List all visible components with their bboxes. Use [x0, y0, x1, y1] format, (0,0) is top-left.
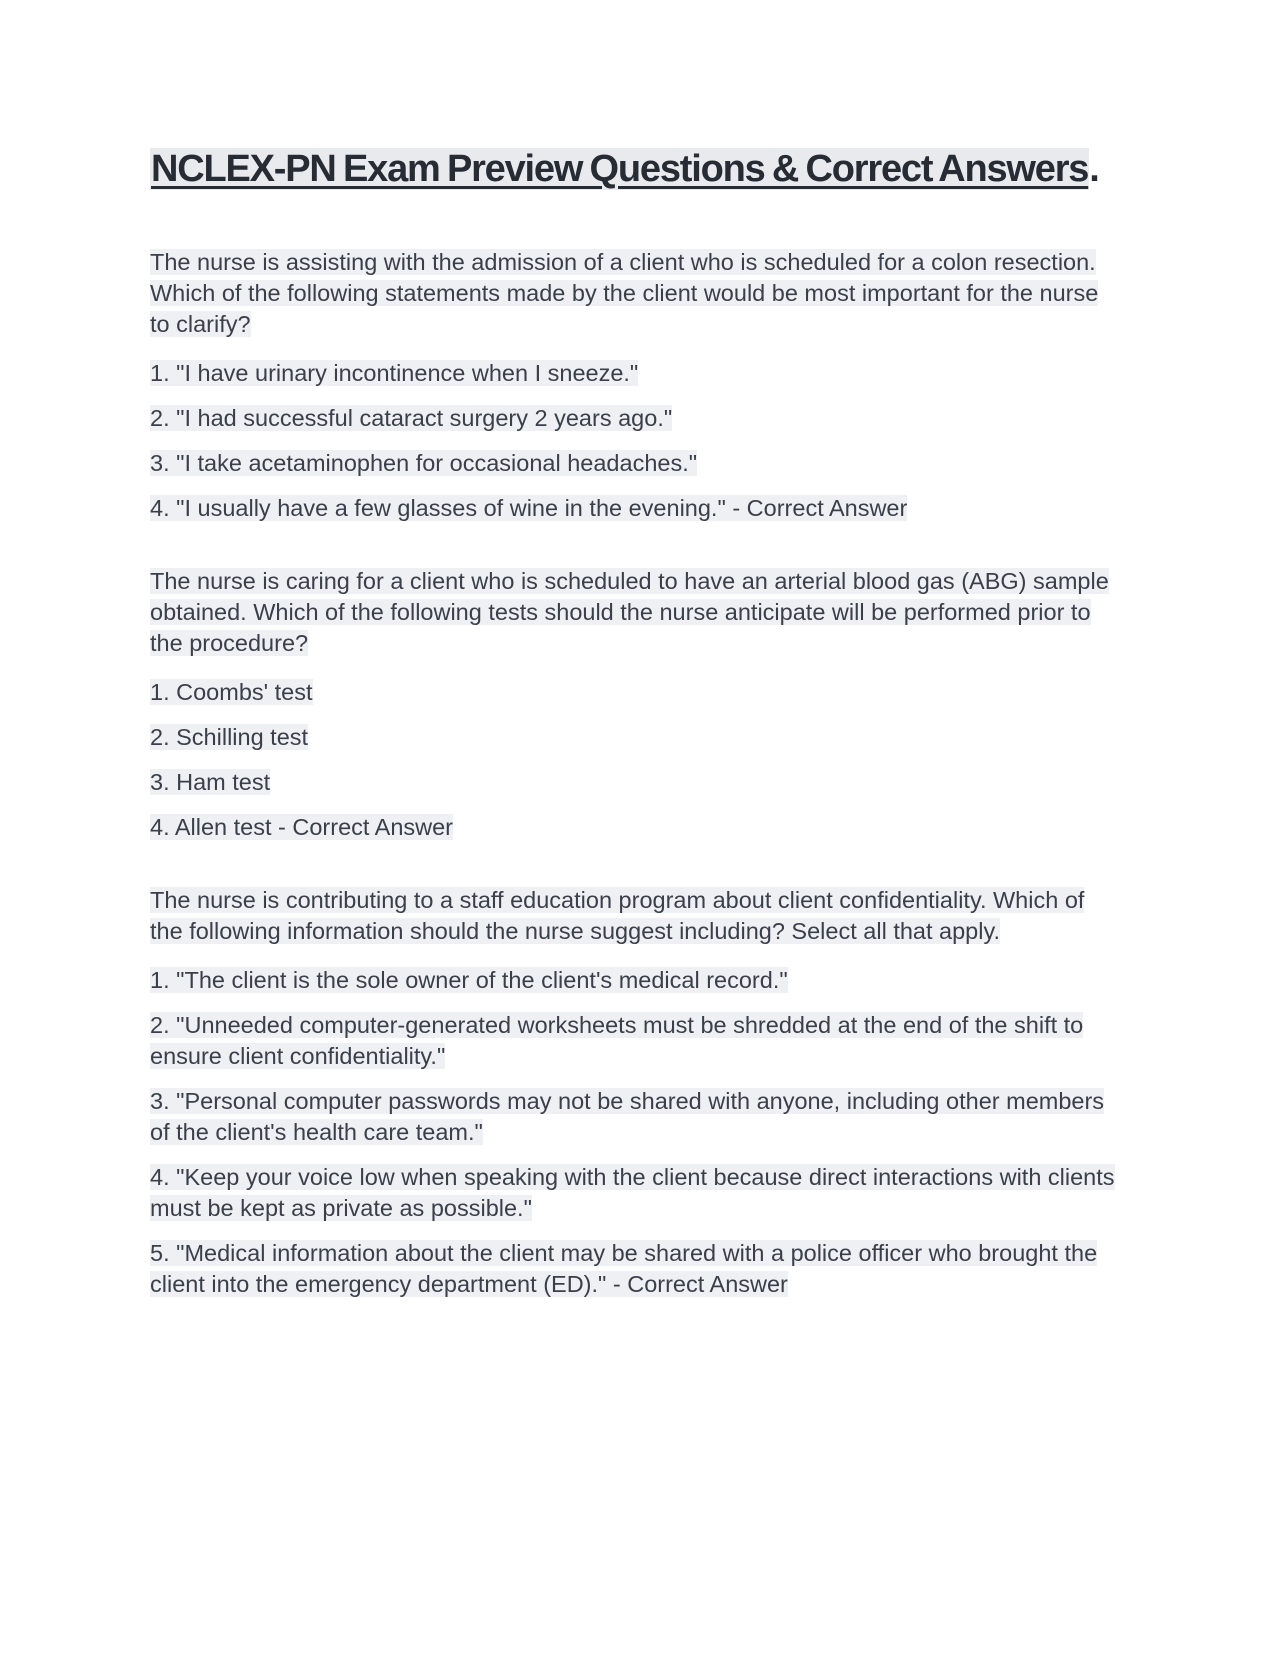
answer-option: 3. "I take acetaminophen for occasional headaches."	[150, 450, 698, 476]
answer-option: 2. "Unneeded computer-generated worksheets must be shredded at the end of the shift to ensure client confidentiality."	[150, 1012, 1084, 1069]
document-page	[150, 140, 1120, 1300]
question-1	[150, 247, 1120, 524]
document-title-period: .	[1089, 148, 1099, 190]
answer-option: 1. Coombs' test	[150, 679, 313, 705]
answer-option: 2. Schilling test	[150, 724, 309, 750]
answer-options	[150, 677, 1120, 843]
answer-option-correct: 4. "I usually have a few glasses of wine in the evening." - Correct Answer	[150, 495, 908, 521]
answer-option-correct: 4. Allen test - Correct Answer	[150, 814, 454, 840]
question-3	[150, 885, 1120, 1300]
answer-option: 4. "Keep your voice low when speaking with the client because direct interactions with clients must be kept as private as possible."	[150, 1164, 1115, 1221]
answer-option: 2. "I had successful cataract surgery 2 years ago."	[150, 405, 673, 431]
question-stem: The nurse is assisting with the admission of a client who is scheduled for a colon resection. Which of the following statements made by the client would be most important for the nurse to clarify?	[150, 249, 1099, 337]
document-title	[150, 140, 1120, 199]
answer-options	[150, 358, 1120, 524]
answer-option: 3. Ham test	[150, 769, 271, 795]
document-title-text: NCLEX-PN Exam Preview Questions & Correct Answers	[151, 148, 1089, 190]
answer-option: 1. "I have urinary incontinence when I sneeze."	[150, 360, 639, 386]
question-stem: The nurse is caring for a client who is scheduled to have an arterial blood gas (ABG) sample obtained. Which of the following tests should the nurse anticipate will be performed prior to the procedure?	[150, 568, 1109, 656]
answer-option: 1. "The client is the sole owner of the client's medical record."	[150, 967, 788, 993]
answer-option-correct: 5. "Medical information about the client may be shared with a police officer who brought the client into the emergency department (ED)." - Correct Answer	[150, 1240, 1098, 1297]
answer-options	[150, 965, 1120, 1300]
question-2	[150, 566, 1120, 843]
question-stem: The nurse is contributing to a staff education program about client confidentiality. Which of the following information should the nurse suggest including? Select all that apply.	[150, 887, 1085, 944]
answer-option: 3. "Personal computer passwords may not be shared with anyone, including other members of the client's health care team."	[150, 1088, 1105, 1145]
